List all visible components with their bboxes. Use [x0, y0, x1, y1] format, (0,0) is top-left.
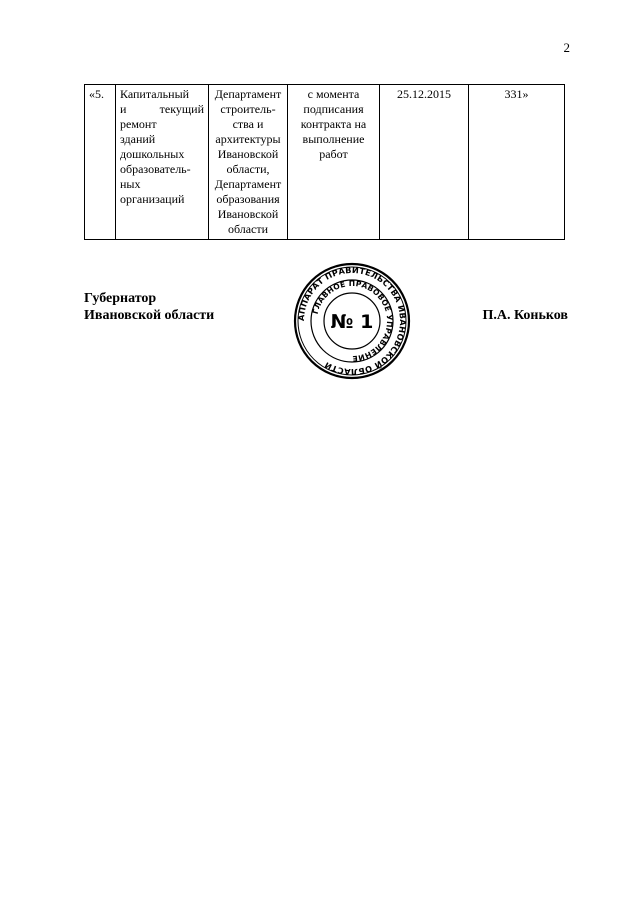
object-name-line: зданий	[120, 132, 156, 146]
term-line: с момента	[307, 87, 360, 101]
official-stamp	[293, 262, 411, 380]
row-number-cell: «5.	[85, 85, 116, 240]
stamp-seal-icon	[293, 262, 411, 380]
object-name-line: организаций	[120, 192, 185, 206]
object-name-cell	[116, 85, 209, 240]
object-name-line: дошкольных	[120, 147, 185, 161]
term-line: подписания	[303, 102, 364, 116]
signatory-name: П.А. Коньков	[482, 308, 568, 323]
executor-line: строитель-	[220, 102, 276, 116]
term-line: выполнение	[302, 132, 365, 146]
executor-line: ства и	[232, 117, 264, 131]
object-name-line: ных	[120, 177, 141, 191]
executor-cell	[209, 85, 288, 240]
stamp-center-number: № 1	[330, 311, 374, 333]
signatory-title	[84, 290, 214, 324]
signatory-title-line1: Губернатор	[84, 291, 157, 306]
table-row	[85, 85, 565, 240]
amount-cell: 331»	[469, 85, 565, 240]
stamp-inner-text-path: ГЛАВНОЕ ПРАВОВОЕ УПРАВЛЕНИЕ	[310, 278, 395, 364]
executor-line: архитектуры	[215, 132, 281, 146]
date-cell: 25.12.2015	[380, 85, 469, 240]
object-name-line: ремонт	[120, 117, 157, 131]
executor-line: Департамент	[214, 87, 282, 101]
object-name-line: и текущий	[120, 102, 204, 116]
executor-line: области	[227, 222, 269, 236]
page-number: 2	[563, 40, 570, 55]
executor-line: области,	[226, 162, 270, 176]
term-cell	[288, 85, 380, 240]
term-line: контракта на	[300, 117, 367, 131]
term-line: работ	[319, 147, 348, 161]
budget-table	[84, 84, 565, 240]
executor-line: Ивановской	[217, 207, 279, 221]
executor-line: образования	[216, 192, 280, 206]
executor-line: Ивановской	[217, 147, 279, 161]
executor-line: Департамент	[214, 177, 282, 191]
signatory-title-line2: Ивановской области	[84, 308, 215, 323]
object-name-line: Капитальный	[120, 87, 190, 101]
stamp-outer-text-path: АППАРАТ ПРАВИТЕЛЬСТВА ИВАНОВСКОЙ ОБЛАСТИ	[295, 264, 409, 378]
object-name-line: образователь-	[120, 162, 191, 176]
